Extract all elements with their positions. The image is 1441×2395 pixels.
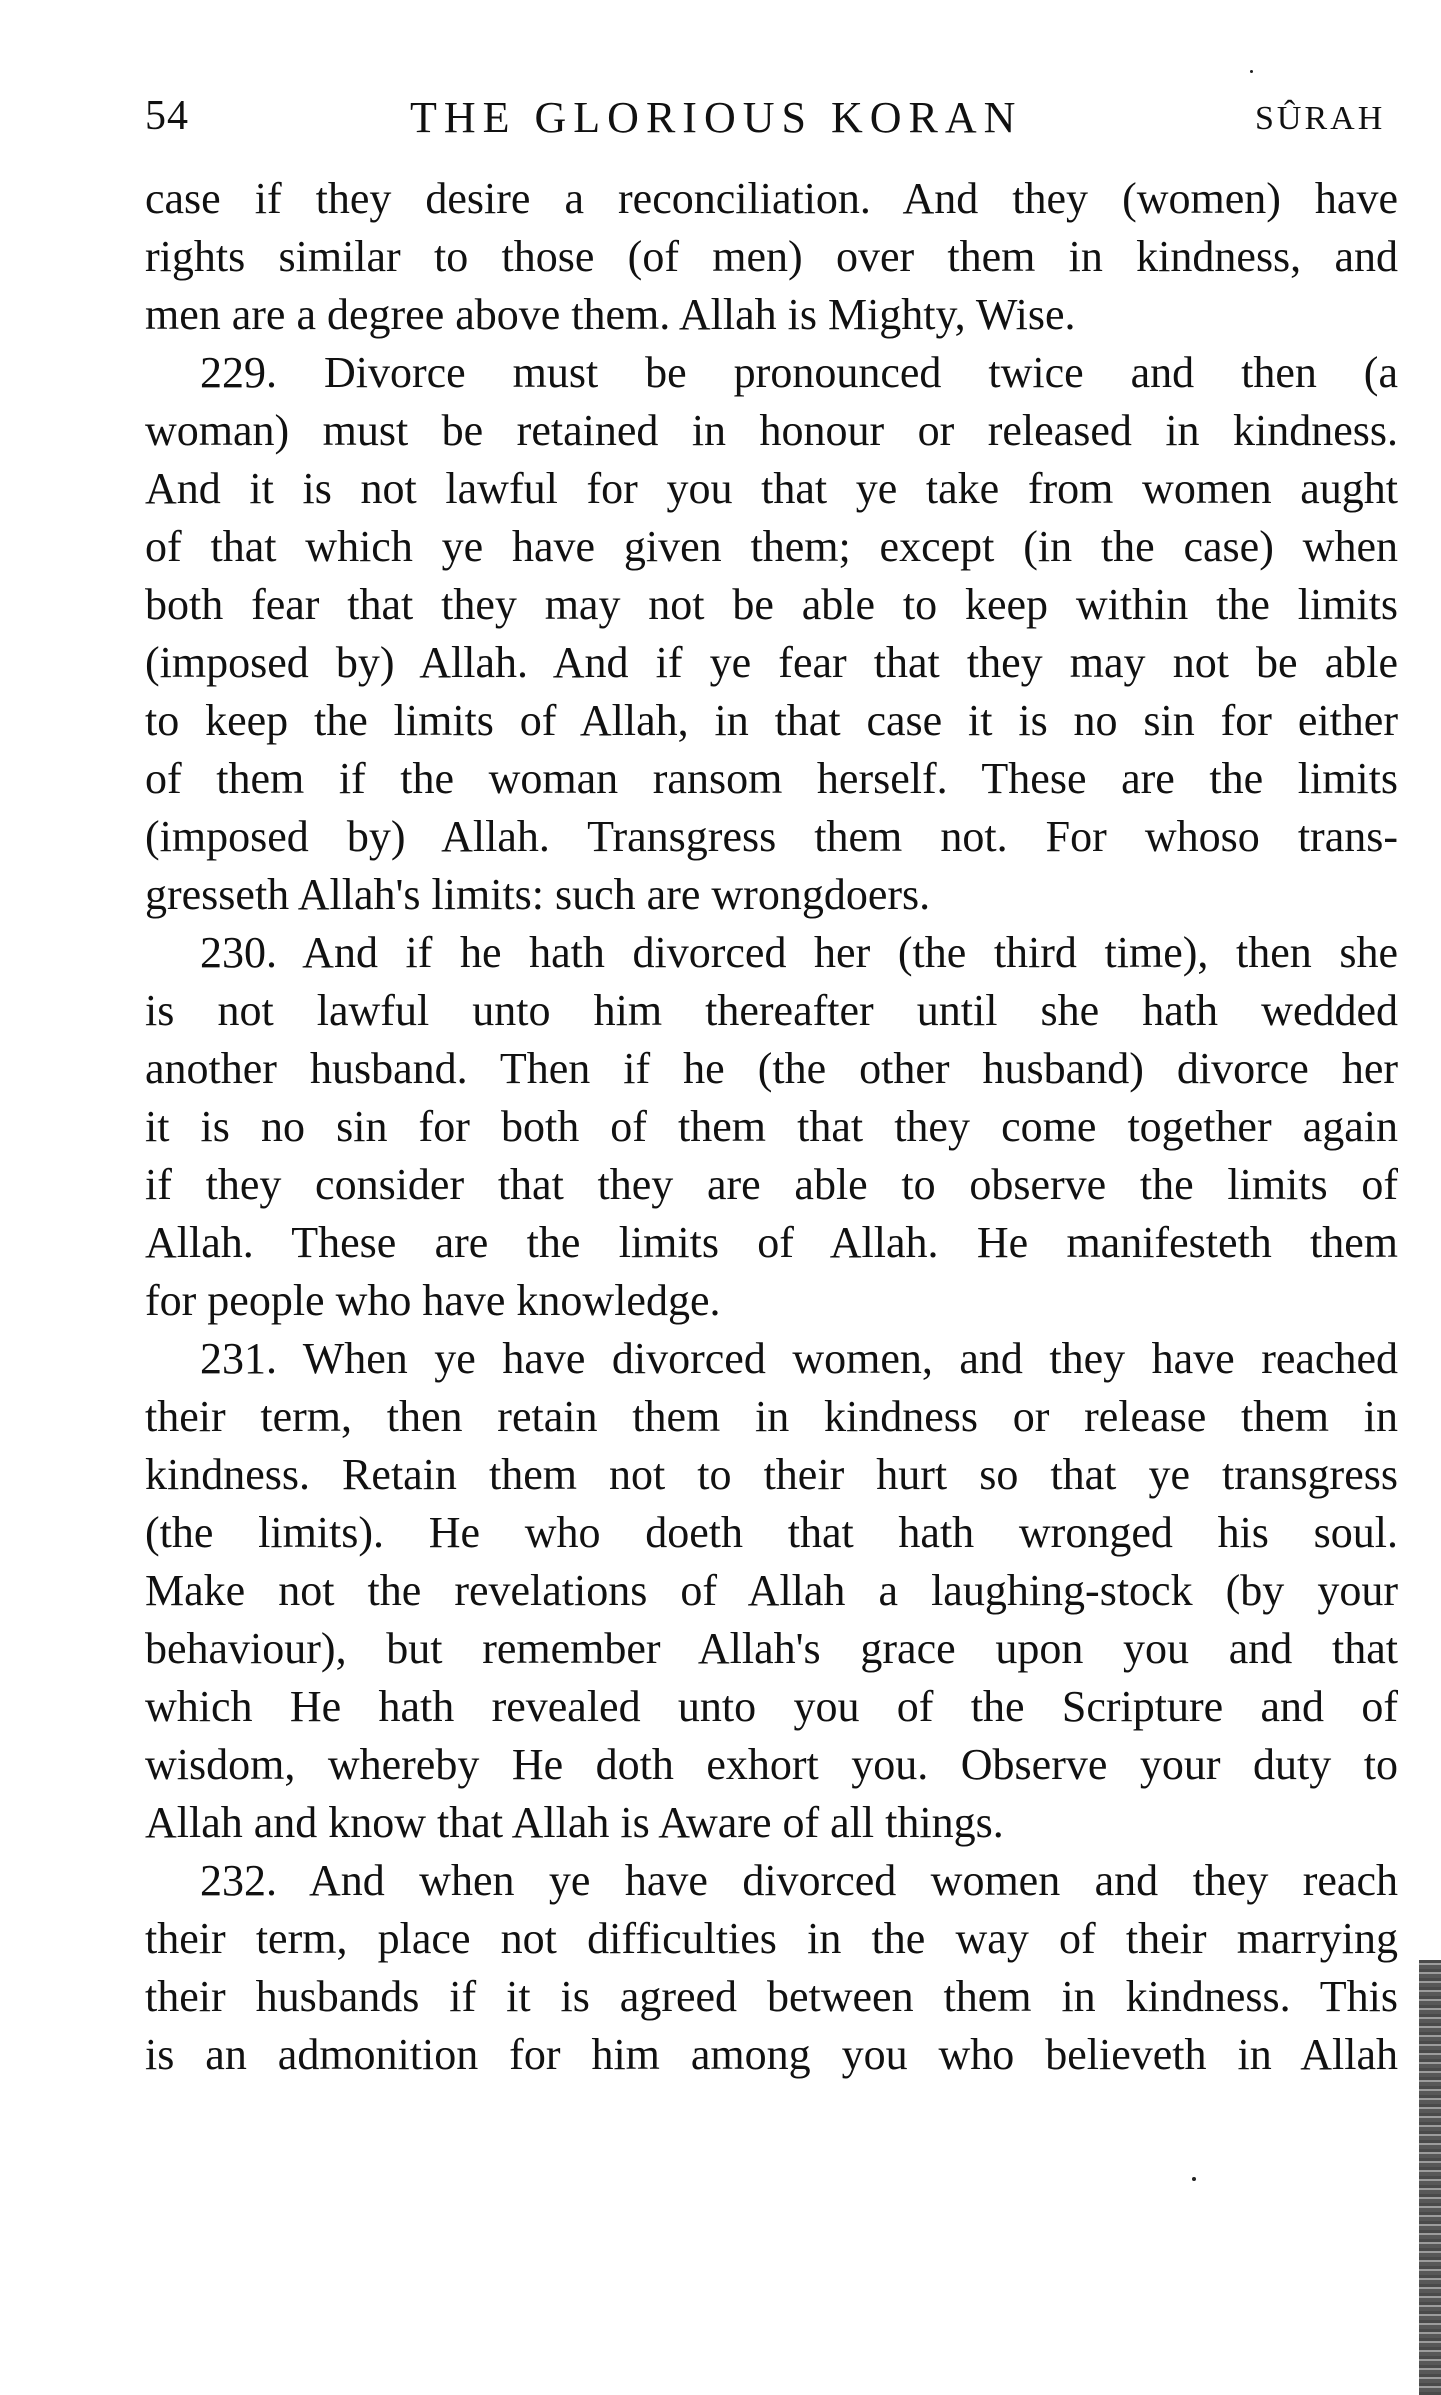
- verse-first-line: 229. Divorce must be pronounced twice and then (a: [200, 348, 1398, 397]
- text-line: for people who have knowledge.: [145, 1276, 721, 1325]
- text-line: woman) must be retained in honour or released in kindness.: [145, 406, 1398, 455]
- text-line: kindness. Retain them not to their hurt so that ye transgress: [145, 1450, 1398, 1499]
- page-speck: [1192, 2177, 1196, 2181]
- text-line: it is no sin for both of them that they come together again: [145, 1102, 1398, 1151]
- surah-label: SÛRAH: [1255, 100, 1386, 137]
- text-line: Make not the revelations of Allah a laughing-stock (by your: [145, 1566, 1398, 1615]
- text-line: their husbands if it is agreed between them in kindness. This: [145, 1972, 1398, 2021]
- text-line: case if they desire a reconciliation. And they (women) have: [145, 174, 1398, 223]
- text-line: Allah and know that Allah is Aware of all things.: [145, 1798, 1004, 1847]
- body-text: [145, 170, 1398, 2084]
- text-line: if they consider that they are able to observe the limits of: [145, 1160, 1398, 1209]
- text-line: rights similar to those (of men) over them in kindness, and: [145, 232, 1398, 281]
- verse-first-line: 231. When ye have divorced women, and they have reached: [200, 1334, 1398, 1383]
- text-line: men are a degree above them. Allah is Mighty, Wise.: [145, 290, 1076, 339]
- verse-first-line: 232. And when ye have divorced women and they reach: [200, 1856, 1398, 1905]
- text-line: another husband. Then if he (the other husband) divorce her: [145, 1044, 1398, 1093]
- text-line: wisdom, whereby He doth exhort you. Observe your duty to: [145, 1740, 1398, 1789]
- text-line: Allah. These are the limits of Allah. He manifesteth them: [145, 1218, 1398, 1267]
- page-number: 54: [145, 93, 189, 139]
- running-title: THE GLORIOUS KORAN: [410, 93, 1023, 142]
- page-header: [145, 92, 1405, 152]
- text-line: (imposed by) Allah. And if ye fear that they may not be able: [145, 638, 1398, 687]
- page-speck: [1250, 70, 1253, 73]
- text-line: gresseth Allah's limits: such are wrongdoers.: [145, 870, 931, 919]
- text-line: is an admonition for him among you who believeth in Allah: [145, 2030, 1398, 2079]
- page-edge-shadow: [1419, 1960, 1441, 2395]
- text-line: (the limits). He who doeth that hath wronged his soul.: [145, 1508, 1398, 1557]
- text-line: both fear that they may not be able to keep within the limits: [145, 580, 1398, 629]
- text-line: of that which ye have given them; except (in the case) when: [145, 522, 1398, 571]
- text-line: which He hath revealed unto you of the Scripture and of: [145, 1682, 1398, 1731]
- text-line: their term, then retain them in kindness or release them in: [145, 1392, 1398, 1441]
- verse-first-line: 230. And if he hath divorced her (the third time), then she: [200, 928, 1398, 977]
- text-line: their term, place not difficulties in the way of their marrying: [145, 1914, 1398, 1963]
- text-line: to keep the limits of Allah, in that case it is no sin for either: [145, 696, 1398, 745]
- text-line: of them if the woman ransom herself. These are the limits: [145, 754, 1398, 803]
- text-line: And it is not lawful for you that ye take from women aught: [145, 464, 1398, 513]
- text-line: is not lawful unto him thereafter until she hath wedded: [145, 986, 1398, 1035]
- text-line: behaviour), but remember Allah's grace upon you and that: [145, 1624, 1398, 1673]
- text-line: (imposed by) Allah. Transgress them not. For whoso trans-: [145, 812, 1398, 861]
